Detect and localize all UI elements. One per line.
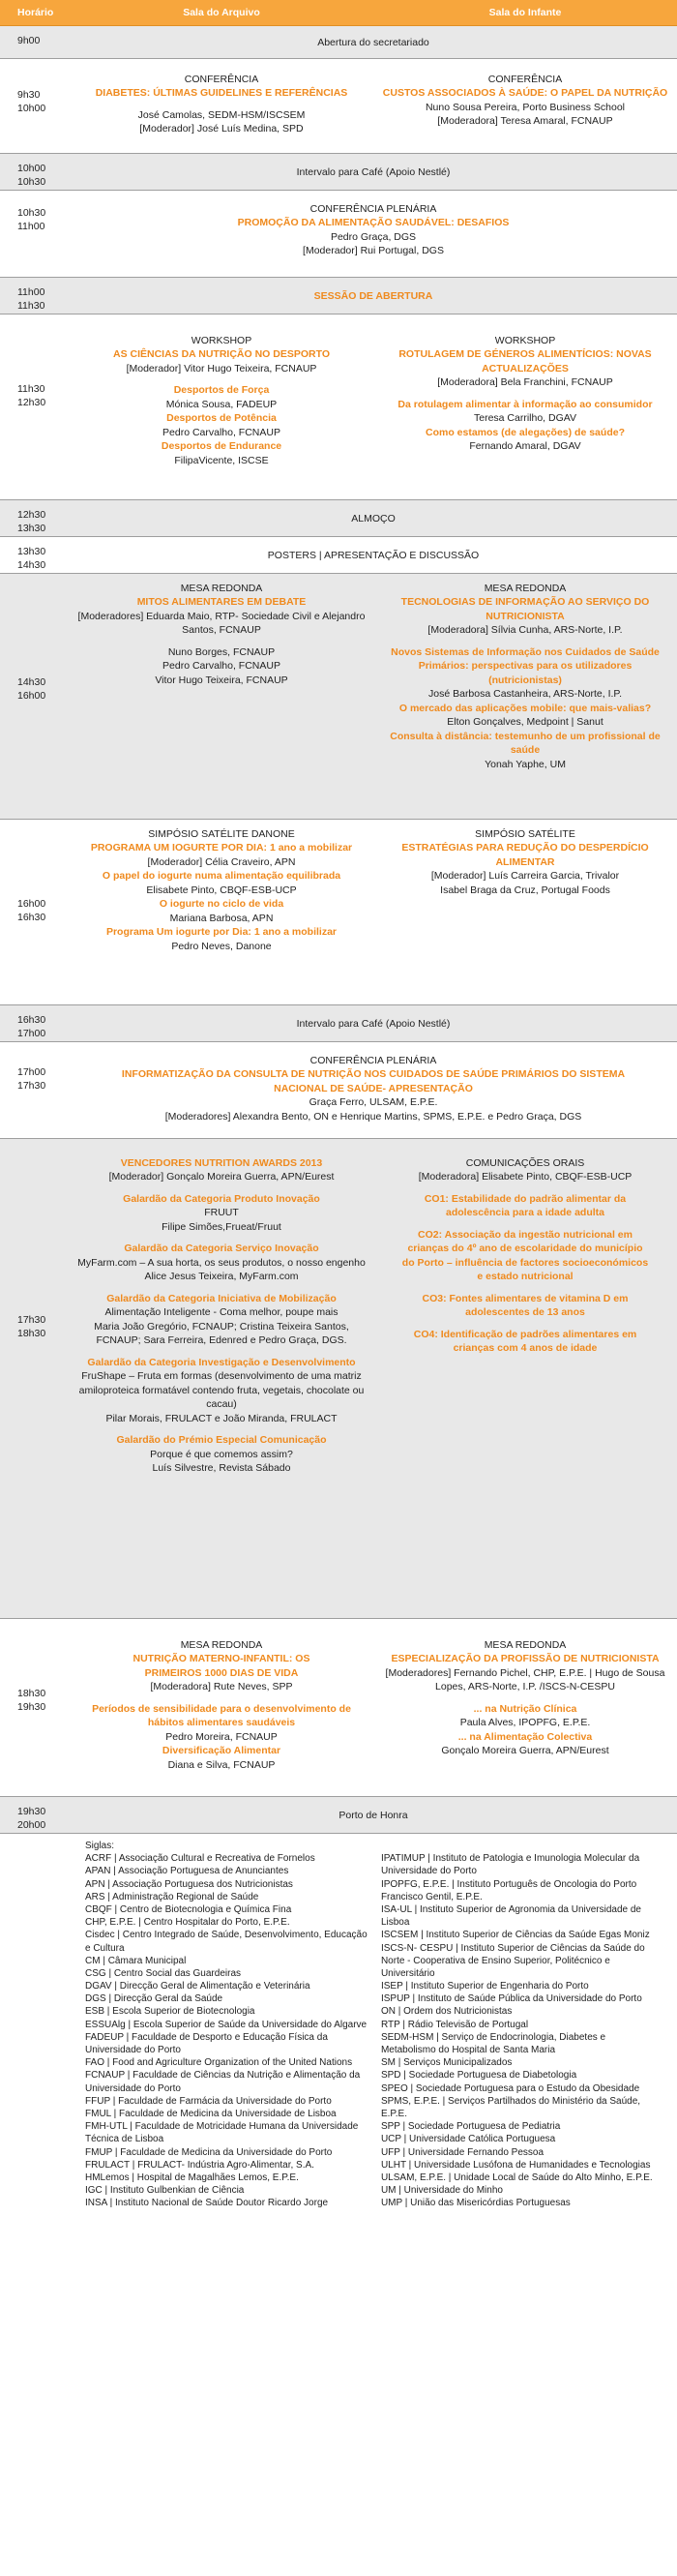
speaker: Teresa Carrilho, DGAV [473,412,576,425]
time-end: 11h30 [17,300,45,313]
row-text: Intervalo para Café (Apoio Nestlé) [70,1005,677,1042]
plenary-session [70,1042,677,1139]
speaker: Mónica Sousa, FADEUP [165,398,278,410]
time-start: 11h00 [17,286,45,298]
legend-entry: SPD | Sociedade Portuguesa de Diabetologia [380,2070,577,2082]
time-start: 17h30 [17,1314,46,1326]
session-room-a [70,820,373,1005]
session-type: SIMPÓSIO SATÉLITE DANONE [148,828,295,840]
schedule-row [0,278,677,315]
session-type: COMUNICAÇÕES ORAIS [465,1157,585,1169]
talk-title: Desportos de Potência [166,412,277,425]
row-text: ALMOÇO [70,500,677,537]
session-title: ROTULAGEM DE GÉNEROS ALIMENTÍCIOS: NOVAS ACTUALIZAÇÕES [398,348,652,374]
time-start: 9h00 [17,35,41,46]
session-room-a [70,574,373,820]
header-room-a: Sala do Arquivo [70,0,373,26]
acronyms-legend [70,1834,677,2216]
time-start: 18h30 [17,1688,46,1699]
moderator: [Moderadores] Alexandra Bento, ON e Henrique Martins, SPMS, E.P.E. e Pedro Graça, DGS [164,1110,582,1123]
legend-right-column [381,1852,673,2209]
schedule-row [0,1005,677,1042]
session-title: INFORMATIZAÇÃO DA CONSULTA DE NUTRIÇÃO NOS CUIDADOS DE SAÚDE PRIMÁRIOS DO SISTEMA NACIONAL DE SAÚDE- APRESENTAÇÃO [121,1068,626,1094]
speaker: Elton Gonçalves, Medpoint | Sanut [447,716,603,729]
row-text: Intervalo para Café (Apoio Nestlé) [70,154,677,191]
session-type: MESA REDONDA [484,1639,567,1651]
session-room-a [70,1619,373,1797]
speaker: FilipaVicente, ISCSE [174,454,269,466]
legend-entry: INSA | Instituto Nacional de Saúde Doutor Ricardo Jorge [85,2198,329,2209]
moderator: [Moderadores] Eduarda Maio, RTP- Sociedade Civil e Alejandro Santos, FCNAUP [77,610,366,637]
session-room-b [373,59,677,154]
time-end: 10h00 [17,103,46,115]
speaker: Yonah Yaphe, UM [485,758,566,770]
session-title: DIABETES: ÚLTIMAS GUIDELINES E REFERÊNCIAS [95,87,348,100]
legend-entry: ISCSEM | Instituto Superior de Ciências da Saúde Egas Moniz [380,1930,650,1941]
speaker: Gonçalo Moreira Guerra, APN/Eurest [441,1745,609,1757]
talk-title: Como estamos (de alegações) de saúde? [426,426,625,438]
header-time: Horário [0,0,70,26]
legend-entry: SEDM-HSM | Serviço de Endocrinologia, Diabetes e Metabolismo do Hospital de Santa Maria [380,2031,606,2055]
time-end: 20h00 [17,1819,46,1832]
legend-entry: DGAV | Direcção Geral de Alimentação e Veterinária [85,1981,310,1992]
legend-entry: ULHT | Universidade Lusófona de Humanidades e Tecnologias [380,2159,651,2171]
legend-entry: UFP | Universidade Fernando Pessoa [380,2146,545,2158]
time-end: 17h00 [17,1028,46,1040]
time-start: 11h30 [17,383,45,395]
time-end: 14h30 [17,559,46,572]
award-category: Galardão da Categoria Produto Inovação [123,1192,320,1205]
talk-title: O iogurte no ciclo de vida [159,898,284,911]
legend-entry: FRULACT | FRULACT- Indústria Agro-Alimentar, S.A. [85,2159,314,2171]
schedule-row [0,315,677,500]
session-title: PROMOÇÃO DA ALIMENTAÇÃO SAUDÁVEL: DESAFIOS [237,217,510,229]
time-end: 10h30 [17,176,46,189]
talk-title: ... na Nutrição Clínica [473,1702,577,1715]
session-room-b [373,1139,677,1619]
moderator: [Moderadora] Elisabete Pinto, CBQF-ESB-UCP [418,1171,633,1183]
legend-entry: ESSUAlg | Escola Superior de Saúde da Universidade do Algarve [85,2019,368,2030]
session-title: NUTRIÇÃO MATERNO-INFANTIL: OS PRIMEIROS 1000 DIAS DE VIDA [132,1653,310,1679]
legend-entry: CHP, E.P.E. | Centro Hospitalar do Porto, E.P.E. [85,1917,290,1929]
moderator: [Moderador] Rui Portugal, DGS [303,245,444,257]
session-title: ESPECIALIZAÇÃO DA PROFISSÃO DE NUTRICIONISTA [391,1653,660,1665]
talk-title: Programa Um iogurte por Dia: 1 ano a mobilizar [105,926,338,939]
time-start: 12h30 [17,509,46,521]
talk-title: Consulta à distância: testemunho de um profissional de saúde [390,730,661,757]
session-type: CONFERÊNCIA PLENÁRIA [309,203,437,215]
session-title: MITOS ALIMENTARES EM DEBATE [136,596,307,609]
legend-entry: IPATIMUP | Instituto de Patologia e Imunologia Molecular da Universidade do Porto [380,1853,640,1877]
speaker: José Camolas, SEDM-HSM/ISCSEM [137,108,306,121]
moderator: [Moderadora] Sílvia Cunha, ARS-Norte, I.P. [427,624,623,637]
legend-entry: ESB | Escola Superior de Biotecnologia [85,2006,255,2018]
moderator: [Moderadora] Teresa Amaral, FCNAUP [437,115,613,128]
session-room-b [373,574,677,820]
time-end: 13h30 [17,523,46,535]
legend-entry: Cisdec | Centro Integrado de Saúde, Desenvolvimento, Educação e Cultura [85,1930,368,1954]
time-start: 10h00 [17,163,46,174]
speaker: Paula Alves, IPOPFG, E.P.E. [459,1717,591,1729]
talk-title: Desportos de Endurance [161,440,282,453]
award-category: Galardão do Prémio Especial Comunicação [116,1434,327,1447]
time-end: 17h30 [17,1080,46,1093]
legend-title: Siglas: [85,1841,115,1851]
legend-left-column [85,1852,381,2209]
session-type: MESA REDONDA [180,1639,263,1651]
legend-entry: FMUP | Faculdade de Medicina da Universidade do Porto [85,2146,333,2158]
legend-entry: APAN | Associação Portuguesa de Anunciantes [85,1866,289,1877]
talk-title: Períodos de sensibilidade para o desenvolvimento de hábitos alimentares saudáveis [92,1702,351,1729]
time-end: 16h00 [17,690,46,703]
session-type: CONFERÊNCIA [487,74,563,85]
legend-entry: IGC | Instituto Gulbenkian de Ciência [85,2185,245,2197]
time-end: 12h30 [17,397,46,409]
time-start: 16h30 [17,1014,46,1026]
speaker: Pedro Carvalho, FCNAUP [162,660,280,673]
session-title: PROGRAMA UM IOGURTE POR DIA: 1 ano a mobilizar [90,842,353,854]
speaker: Elisabete Pinto, CBQF-ESB-UCP [146,884,297,896]
talk-title: Diversificação Alimentar [162,1745,281,1757]
legend-entry: ISCS-N- CESPU | Instituto Superior de Ciências da Saúde do Norte - Cooperativa de Ensino Superior, Politécnico e Universitário [380,1942,645,1979]
legend-entry: SM | Serviços Municipalizados [380,2057,513,2069]
legend-entry: ON | Ordem dos Nutricionistas [380,2006,513,2018]
time-start: 17h00 [17,1066,46,1078]
time-start: 10h30 [17,207,46,219]
speaker: Mariana Barbosa, APN [169,912,274,924]
schedule-row [0,820,677,1005]
award-winner: Pilar Morais, FRULACT e João Miranda, FRULACT [105,1412,338,1424]
legend-entry: CBQF | Centro de Biotecnologia e Química Fina [85,1903,292,1915]
session-title: TECNOLOGIAS DE INFORMAÇÃO AO SERVIÇO DO NUTRICIONISTA [400,596,650,622]
legend-entry: UMP | União das Misericórdias Portuguesas [380,2198,571,2209]
session-title: CUSTOS ASSOCIADOS À SAÚDE: O PAPEL DA NUTRIÇÃO [382,87,668,100]
legend-entry: DGS | Direcção Geral da Saúde [85,1993,223,2005]
session-type: CONFERÊNCIA [184,74,259,85]
session-type: WORKSHOP [191,335,252,346]
moderator: [Moderador] Célia Craveiro, APN [147,855,296,868]
session-title: AS CIÊNCIAS DA NUTRIÇÃO NO DESPORTO [112,348,331,361]
talk-title: Desportos de Força [173,384,270,397]
legend-entry: FMUL | Faculdade de Medicina da Universidade de Lisboa [85,2108,337,2119]
talk-title: ... na Alimentação Colectiva [457,1730,593,1743]
session-title: ESTRATÉGIAS PARA REDUÇÃO DO DESPERDÍCIO ALIMENTAR [401,842,649,868]
legend-entry: SPEO | Sociedade Portuguesa para o Estudo da Obesidade [380,2082,640,2094]
award-project: Alimentação Inteligente - Coma melhor, poupe mais [104,1306,338,1319]
table-header-row [0,0,677,26]
session-title: VENCEDORES NUTRITION AWARDS 2013 [120,1157,323,1169]
moderator: [Moderador] Gonçalo Moreira Guerra, APN/Eurest [108,1171,335,1183]
moderator: [Moderadora] Bela Franchini, FCNAUP [437,376,613,389]
session-room-a [70,1139,373,1619]
moderator: [Moderador] José Luís Medina, SPD [139,123,304,135]
session-type: SIMPÓSIO SATÉLITE [475,828,575,840]
schedule-row [0,26,677,59]
speaker: Vitor Hugo Teixeira, FCNAUP [155,674,288,686]
speaker: Fernando Amaral, DGAV [469,440,581,453]
talk-title: Novos Sistemas de Informação nos Cuidados de Saúde Primários: perspectivas para os utilizadores (nutricionistas) [391,645,660,686]
schedule-row [0,1619,677,1797]
legend-entry: SPP | Sociedade Portuguesa de Pediatria [380,2121,561,2133]
award-winner: Luís Silvestre, Revista Sábado [152,1462,291,1475]
speaker: Isabel Braga da Cruz, Portugal Foods [440,884,610,896]
talk-title: O mercado das aplicações mobile: que mais-valias? [398,702,652,714]
time-end: 18h30 [17,1328,46,1340]
award-category: Galardão da Categoria Serviço Inovação [124,1243,319,1255]
session-type: CONFERÊNCIA PLENÁRIA [309,1055,437,1066]
schedule-row [0,500,677,537]
session-type: WORKSHOP [494,335,556,346]
talk-title: O papel do iogurte numa alimentação equilibrada [102,870,341,883]
speaker: Diana e Silva, FCNAUP [167,1758,276,1771]
session-room-b [373,820,677,1005]
moderator: [Moderador] Vitor Hugo Teixeira, FCNAUP [126,362,317,374]
award-winner: Maria João Gregório, FCNAUP; Cristina Teixeira Santos, FCNAUP; Sara Ferreira, Edenred e Pedro Graça, DGS. [94,1320,349,1347]
time-end: 11h00 [17,221,45,233]
time-start: 19h30 [17,1806,46,1817]
legend-entry: ISPUP | Instituto de Saúde Pública da Universidade do Porto [380,1993,642,2005]
legend-entry: UCP | Universidade Católica Portuguesa [380,2134,556,2145]
opening-session-title: SESSÃO DE ABERTURA [70,278,677,315]
legend-entry: FMH-UTL | Faculdade de Motricidade Humana da Universidade Técnica de Lisboa [85,2121,359,2145]
schedule-row [0,574,677,820]
speaker: Pedro Moreira, FCNAUP [165,1730,278,1743]
legend-entry: RTP | Rádio Televisão de Portugal [380,2019,529,2030]
moderator: [Moderadora] Rute Neves, SPP [150,1681,293,1693]
legend-entry: IPOPFG, E.P.E. | Instituto Português de Oncologia do Porto Francisco Gentil, E.P.E. [380,1878,637,1902]
legend-entry: CM | Câmara Municipal [85,1955,187,1966]
row-text: Abertura do secretariado [70,26,677,59]
oral-communication: CO4: Identificação de padrões alimentares em crianças com 4 anos de idade [413,1328,637,1355]
moderator: [Moderador] Luís Carreira Garcia, Trivalor [430,870,620,883]
legend-entry: SPMS, E.P.E. | Serviços Partilhados do Ministério da Saúde, E.P.E. [380,2095,641,2119]
session-room-b [373,315,677,500]
speaker: Pedro Graça, DGS [330,230,417,243]
talk-title: Da rotulagem alimentar à informação ao consumidor [397,398,653,410]
legend-entry: UM | Universidade do Minho [380,2185,503,2197]
acronyms-row [0,1834,677,2216]
speaker: Nuno Borges, FCNAUP [167,645,276,658]
oral-communication: CO1: Estabilidade do padrão alimentar da adolescência para a idade adulta [424,1192,627,1219]
plenary-session [70,191,677,278]
header-room-b: Sala do Infante [373,0,677,26]
award-project: MyFarm.com – A sua horta, os seus produtos, o nosso engenho [77,1256,366,1269]
speaker: Nuno Sousa Pereira, Porto Business School [425,101,626,113]
session-type: MESA REDONDA [180,583,263,594]
award-project: FRUUT [204,1207,239,1219]
legend-entry: FCNAUP | Faculdade de Ciências da Nutrição e Alimentação da Universidade do Porto [85,2070,361,2094]
schedule-row [0,154,677,191]
schedule-row [0,537,677,574]
session-room-a [70,59,373,154]
legend-entry: ACRF | Associação Cultural e Recreativa de Fornelos [85,1853,315,1865]
legend-entry: FADEUP | Faculdade de Desporto e Educação Física da Universidade do Porto [85,2031,328,2055]
speaker: Pedro Neves, Danone [171,940,272,952]
legend-entry: ARS | Administração Regional de Saúde [85,1891,259,1902]
time-start: 13h30 [17,546,46,557]
schedule-row [0,1797,677,1834]
legend-entry: ISA-UL | Instituto Superior de Agronomia da Universidade de Lisboa [380,1903,641,1929]
oral-communication: CO3: Fontes alimentares de vitamina D em adolescentes de 13 anos [422,1292,629,1319]
legend-entry: APN | Associação Portuguesa dos Nutricionistas [85,1878,293,1890]
award-winner: Filipe Simões,Frueat/Fruut [162,1220,281,1233]
session-room-b [373,1619,677,1797]
schedule-row [0,1042,677,1139]
moderator: [Moderadores] Fernando Pichel, CHP, E.P.E. | Hugo de Sousa Lopes, ARS-Norte, I.P. /ISCS-N-CESPU [385,1666,665,1693]
session-room-a [70,315,373,500]
time-start: 14h30 [17,676,46,688]
oral-communication: CO2: Associação da ingestão nutricional em crianças do 4º ano de escolaridade do município do Porto – influência de factores socioeconómicos e estado nutricional [401,1228,649,1283]
award-winner: Alice Jesus Teixeira, MyFarm.com [144,1271,299,1283]
legend-entry: CSG | Centro Social das Guardeiras [85,1967,242,1979]
award-project: FruShape – Fruta em formas (desenvolvimento de uma matriz amiloproteica formatável contendo fruta, vegetais, chocolate ou cacau) [78,1370,365,1411]
legend-entry: FFUP | Faculdade de Farmácia da Universidade do Porto [85,2095,332,2107]
time-end: 19h30 [17,1701,46,1714]
session-type: MESA REDONDA [484,583,567,594]
speaker: Pedro Carvalho, FCNAUP [162,426,280,438]
award-category: Galardão da Categoria Investigação e Desenvolvimento [87,1356,356,1368]
time-start: 9h30 [17,89,41,101]
legend-entry: HMLemos | Hospital de Magalhães Lemos, E.P.E. [85,2172,299,2183]
time-end: 16h30 [17,912,46,924]
legend-entry: FAO | Food and Agriculture Organization of the United Nations [85,2057,353,2069]
award-category: Galardão da Categoria Iniciativa de Mobilização [106,1292,337,1304]
legend-entry: ULSAM, E.P.E. | Unidade Local de Saúde do Alto Minho, E.P.E. [380,2172,653,2183]
speaker: José Barbosa Castanheira, ARS-Norte, I.P. [428,688,622,701]
schedule-row [0,1139,677,1619]
schedule-row [0,191,677,278]
legend-entry: ISEP | Instituto Superior de Engenharia do Porto [380,1981,589,1992]
award-project: Porque é que comemos assim? [150,1448,293,1460]
speaker: Graça Ferro, ULSAM, E.P.E. [309,1096,438,1109]
row-text: Porto de Honra [70,1797,677,1834]
row-text: POSTERS | APRESENTAÇÃO E DISCUSSÃO [70,537,677,574]
schedule-row [0,59,677,154]
time-start: 16h00 [17,898,46,910]
